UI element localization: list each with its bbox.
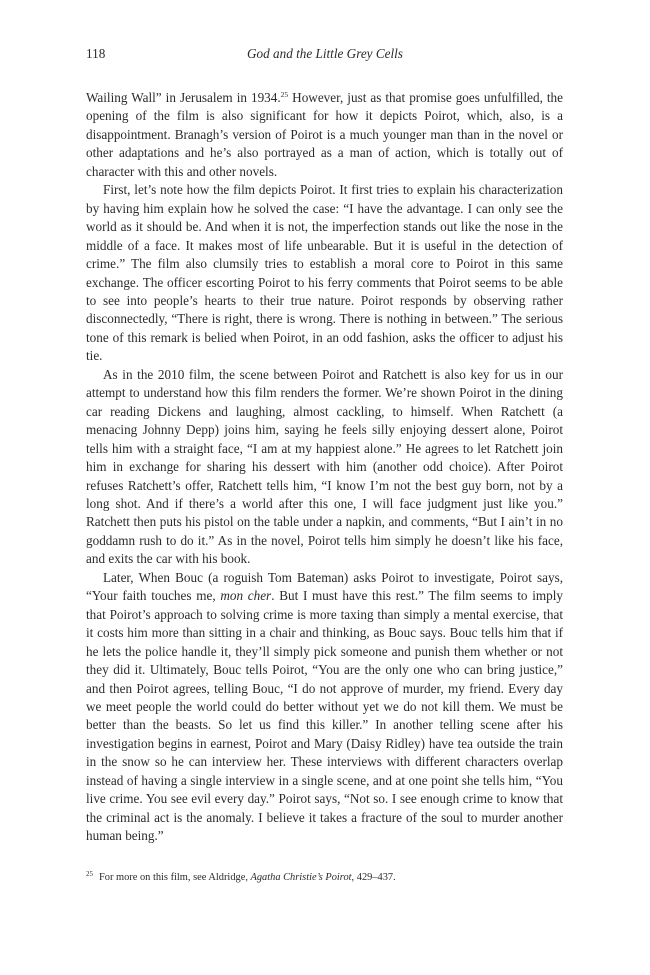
footnote-text: , 429–437.	[351, 872, 396, 883]
paragraph-text: . But I must have this rest.” The film seems to imply that Poirot’s approach to solving crime is more taxing than simply a mental exercise, that it costs him more than sitting in a chair and thinking, as Bouc says. Bouc tells him that if he lets the police handle it, they’ll simply pick someone and punish them whether or not they did it. Ultimately, Bouc tells Poirot, “You are the only one who can bring justice,” and then Poirot agrees, telling Bouc, “I do not approve of murder, my friend. Every day we meet people the world could do better without yet we do not kill them. We must be better than the beasts. So let us find this killer.” In another telling scene after his investigation begins in earnest, Poirot and Mary (Daisy Ridley) have tea outside the train in the snow so he can interview her. These interviews with different characters overlap instead of having a single interview in a single scene, and at one point she tells him, “You live crime. You see evil every day.” Poirot says, “Not so. I see enough crime to know that the criminal act is the anomaly. I believe it takes a fracture of the soul to murder another human being.”	[86, 588, 563, 844]
paragraph-text: Later, When Bouc (a roguish Tom Bateman) asks Poirot to investigate, Poirot says, “Your faith touches me,	[86, 569, 563, 604]
footnote-number: 25	[86, 870, 93, 878]
footnote-text: For more on this film, see Aldridge,	[99, 872, 251, 883]
paragraph-4	[86, 569, 563, 846]
footnote	[86, 867, 563, 885]
footnote-reference: 25	[280, 90, 289, 99]
italic-phrase: mon cher	[220, 588, 272, 604]
footnote-book-title: Agatha Christie’s Poirot	[250, 872, 352, 883]
paragraph-text: Wailing Wall” in Jerusalem in 1934.	[86, 90, 281, 105]
paragraph-3: As in the 2010 film, the scene between Poirot and Ratchett is also key for us in our attempt to understand how this film renders the former. We’re shown Poirot in the dining car reading Dickens and laughing, almost cackling, to himself. When Ratchett (a menacing Johnny Depp) joins him, saying he feels silly enjoying dessert alone, Poirot tells him with a straight face, “I am at my happiest alone.” He agrees to let Ratchett join him in exchange for sharing his dessert with him (another odd choice). After Poirot refuses Ratchett’s offer, Ratchett tells him, “I know I’m not the best guy born, not by a long shot. And if there’s a world after this one, I will face judgment just like you.” Ratchett then puts his pistol on the table under a napkin, and comments, “But I ain’t in no goddamn rush to do it.” As in the novel, Poirot tells him simply he doesn’t like his face, and exits the car with his book.	[86, 366, 563, 567]
page-number: 118	[86, 46, 106, 61]
paragraph-text: However, just as that promise goes unfulfilled, the opening of the film is also significant for how it depicts Poirot, which, also, is a disappointment. Branagh’s version of Poirot is a much younger man than in the novel or other adaptations and he’s also portrayed as a man of action, which is totally out of character with this and other novels.	[86, 90, 563, 179]
running-title: God and the Little Grey Cells	[247, 46, 403, 61]
body-text	[86, 89, 563, 846]
paragraph-1	[86, 89, 563, 181]
paragraph-2: First, let’s note how the film depicts Poirot. It first tries to explain his characterization by having him explain how he solved the case: “I have the advantage. I can only see the world as it should be. And when it is not, the imperfection stands out like the nose in the middle of a face. It makes most of life unbearable. But it is useful in the detection of crime.” The film also clumsily tries to establish a moral core to Poirot in this same exchange. The officer escorting Poirot to his ferry comments that Poirot seems to be able to see into people’s hearts to their true nature. Poirot responds by observing rather disconnectedly, “There is right, there is wrong. There is nothing in between.” The serious tone of this remark is belied when Poirot, in an odd fashion, asks the officer to adjust his tie.	[86, 182, 563, 364]
running-header	[86, 46, 564, 66]
